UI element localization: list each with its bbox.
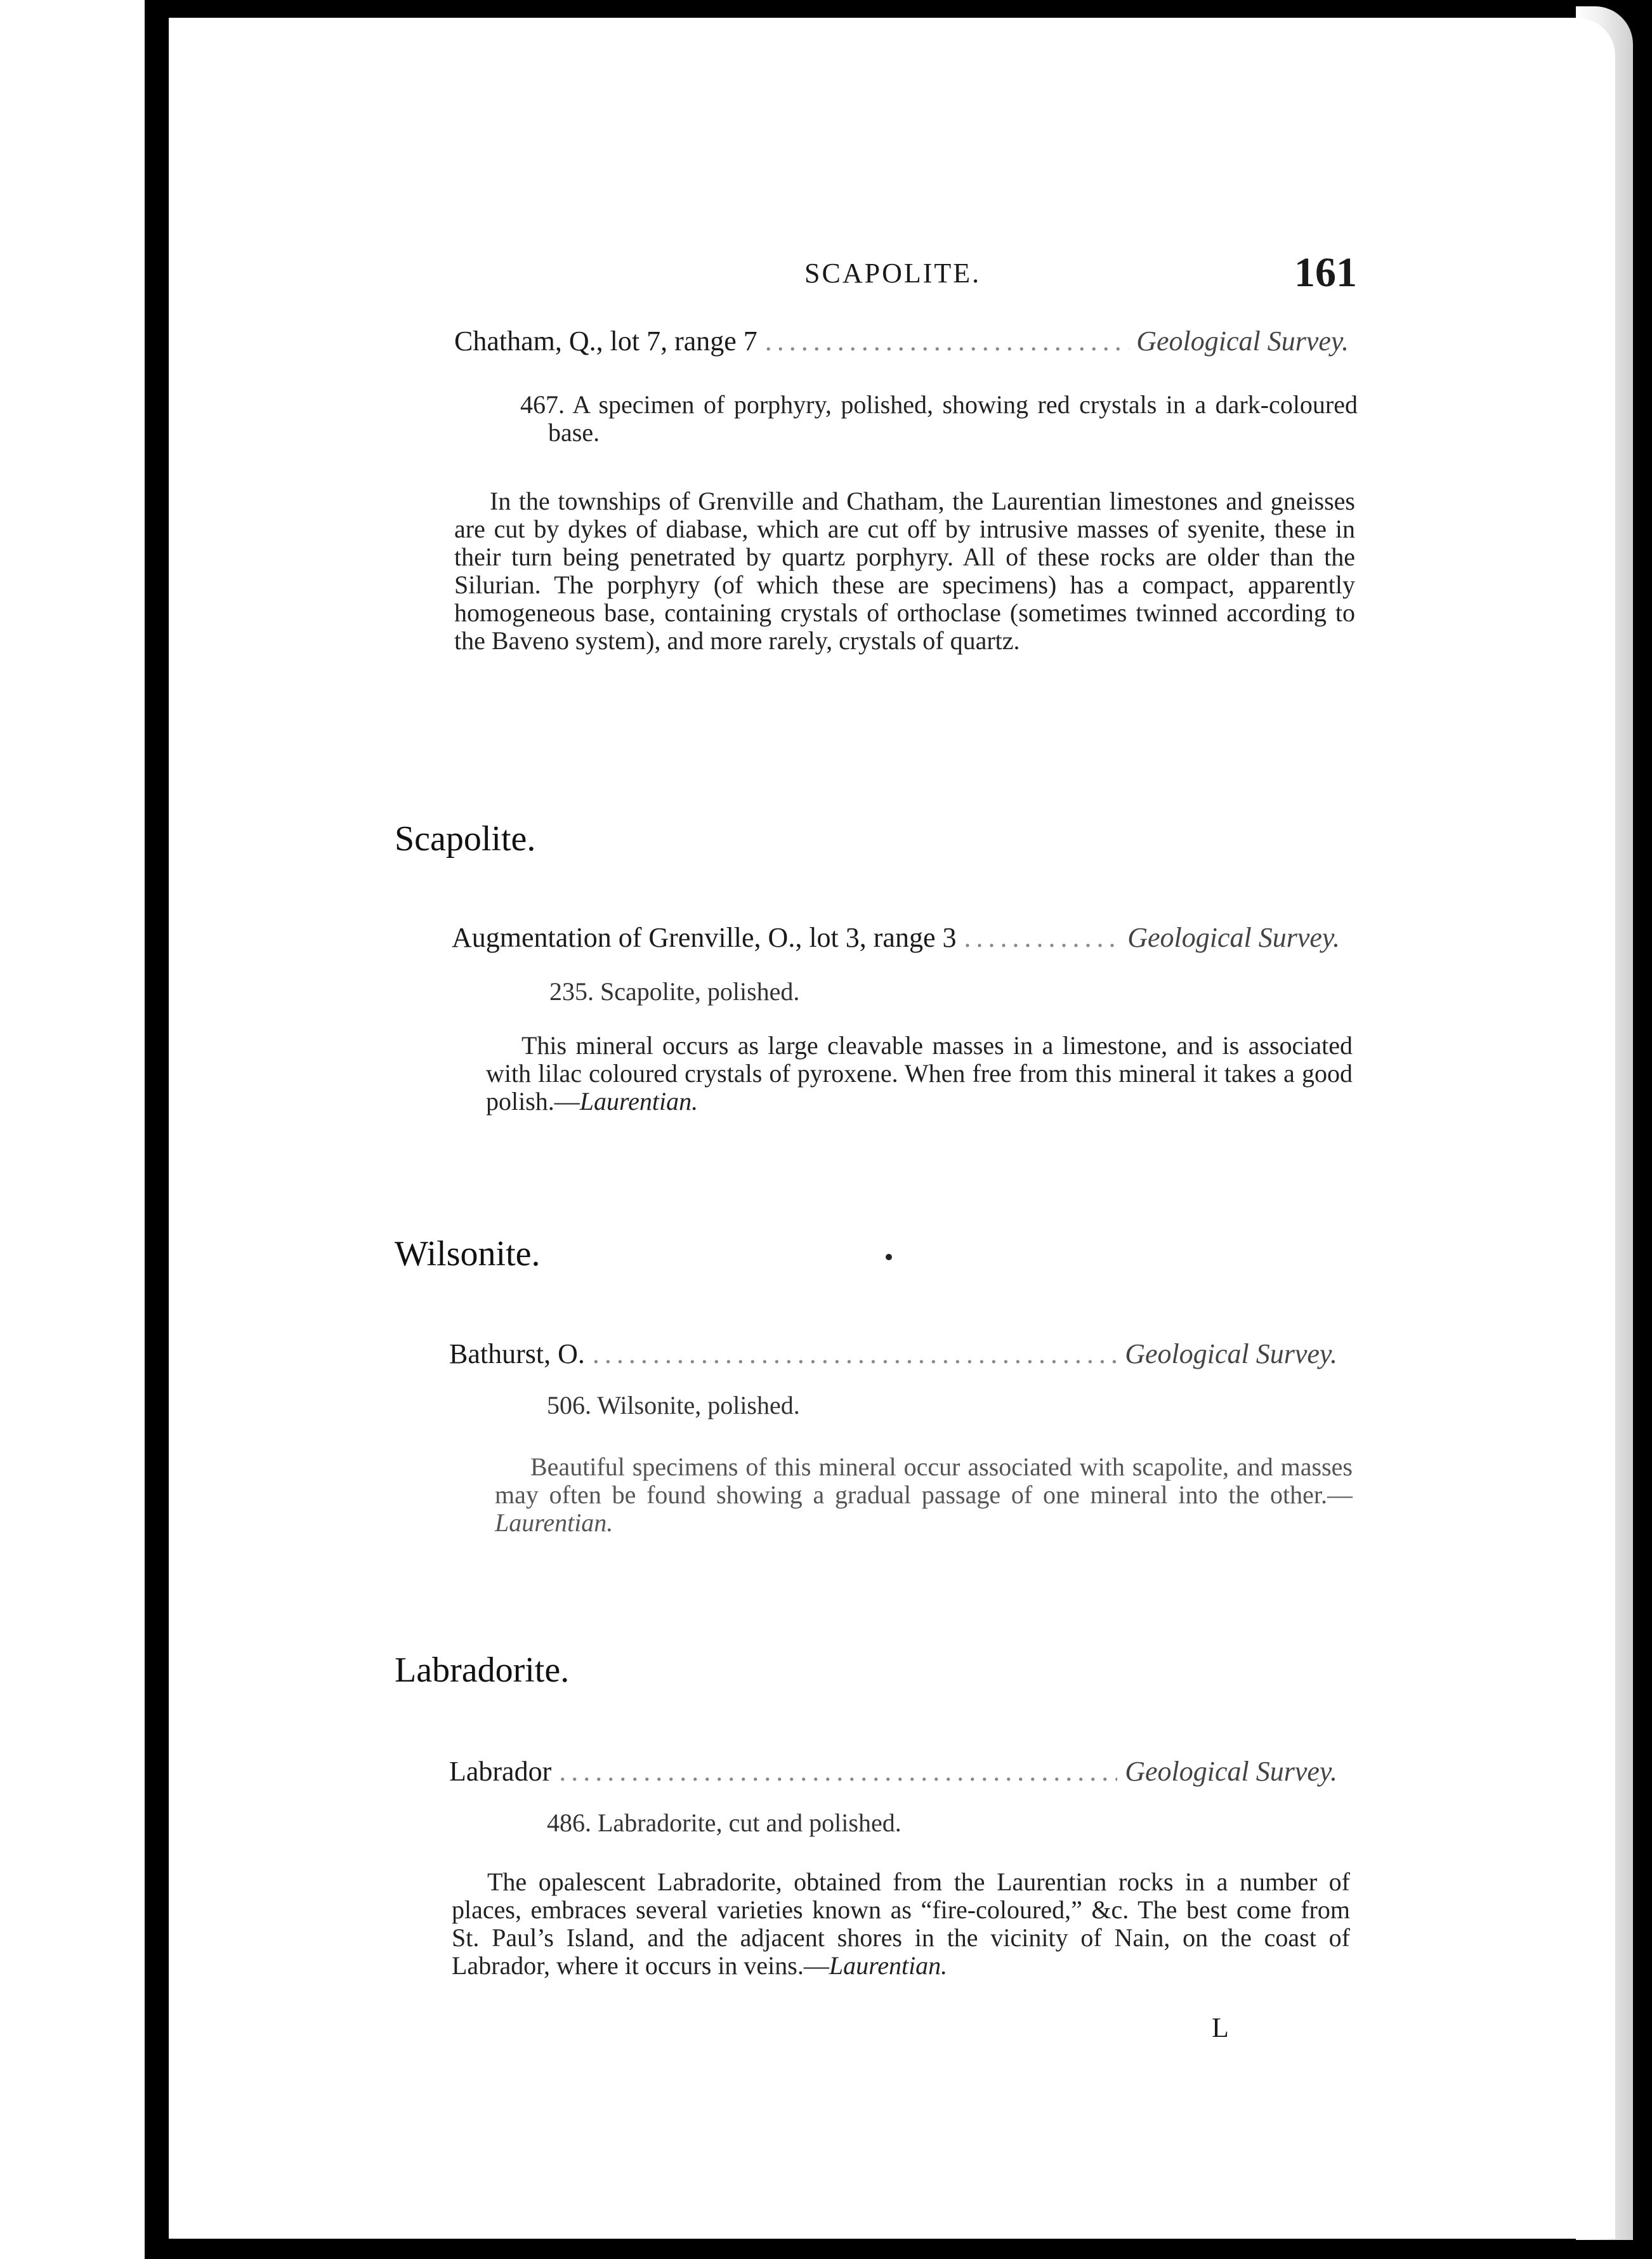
wilsonite-locality-line xyxy=(449,1338,1337,1370)
scapolite-locality: Augmentation of Grenville, O., lot 3, range 3 xyxy=(452,922,957,953)
porphyry-item: 467. A specimen of porphyry, polished, showing red crystals in a dark-coloured base. xyxy=(520,390,1358,447)
page-number: 161 xyxy=(1294,249,1357,296)
scapolite-formation: Laurentian. xyxy=(579,1087,698,1116)
scapolite-item: 235. Scapolite, polished. xyxy=(549,977,800,1006)
labradorite-locality: Labrador xyxy=(449,1756,552,1787)
scapolite-heading: Scapolite. xyxy=(395,819,536,859)
wilsonite-description-text: Beautiful specimens of this mineral occur associated with scapolite, and masses may often be found showing a gradual passage of one mineral into the other.— xyxy=(495,1452,1353,1509)
leader-dots xyxy=(559,1755,1117,1788)
scapolite-description xyxy=(486,1032,1353,1116)
wilsonite-heading: Wilsonite. xyxy=(395,1234,541,1274)
labradorite-heading: Labradorite. xyxy=(395,1650,570,1690)
leader-dots xyxy=(593,1338,1117,1370)
wilsonite-locality: Bathurst, O. xyxy=(449,1338,585,1369)
labradorite-locality-line xyxy=(449,1755,1337,1788)
scapolite-description-text: This mineral occurs as large cleavable masses in a limestone, and is associated with lilac coloured crystals of pyroxene. When free from this mineral it takes a good polish.— xyxy=(486,1031,1353,1116)
labradorite-description xyxy=(452,1868,1350,1980)
porphyry-locality: Chatham, Q., lot 7, range 7 xyxy=(454,326,757,357)
wilsonite-formation: Laurentian. xyxy=(495,1508,613,1537)
scapolite-locality-line xyxy=(452,921,1340,954)
labradorite-source: Geological Survey. xyxy=(1125,1756,1337,1787)
labradorite-item: 486. Labradorite, cut and polished. xyxy=(547,1808,901,1837)
porphyry-source: Geological Survey. xyxy=(1136,326,1349,357)
wilsonite-description xyxy=(495,1453,1353,1537)
labradorite-description-text: The opalescent Labradorite, obtained from the Laurentian rocks in a number of places, embraces several varieties known as “fire-coloured,” &c. The best come from St. Paul’s Island, and the adjacent shores in the vicinity of Nain, on the coast of Labrador, where it occurs in veins.— xyxy=(452,1867,1350,1980)
porphyry-description: In the townships of Grenville and Chatham, the Laurentian limestones and gneisses are cut by dykes of diabase, which are cut off by intrusive masses of syenite, these in their turn being penetrated by quartz porphyry. All of these rocks are older than the Silurian. The porphyry (of which these are specimens) has a compact, apparently homogeneous base, containing crystals of orthoclase (sometimes twinned according to the Baveno system), and more rarely, crystals of quartz. xyxy=(454,487,1355,655)
scapolite-source: Geological Survey. xyxy=(1127,922,1340,953)
leader-dots xyxy=(765,325,1129,357)
labradorite-formation: Laurentian. xyxy=(829,1951,948,1980)
wilsonite-item: 506. Wilsonite, polished. xyxy=(547,1391,800,1419)
porphyry-locality-line xyxy=(454,325,1349,357)
ink-speck xyxy=(886,1254,892,1260)
running-head: SCAPOLITE. xyxy=(804,258,981,289)
facing-page-edge xyxy=(0,0,145,2259)
leader-dots xyxy=(964,921,1120,954)
wilsonite-source: Geological Survey. xyxy=(1125,1338,1337,1369)
signature-mark: L xyxy=(1212,2012,1229,2043)
